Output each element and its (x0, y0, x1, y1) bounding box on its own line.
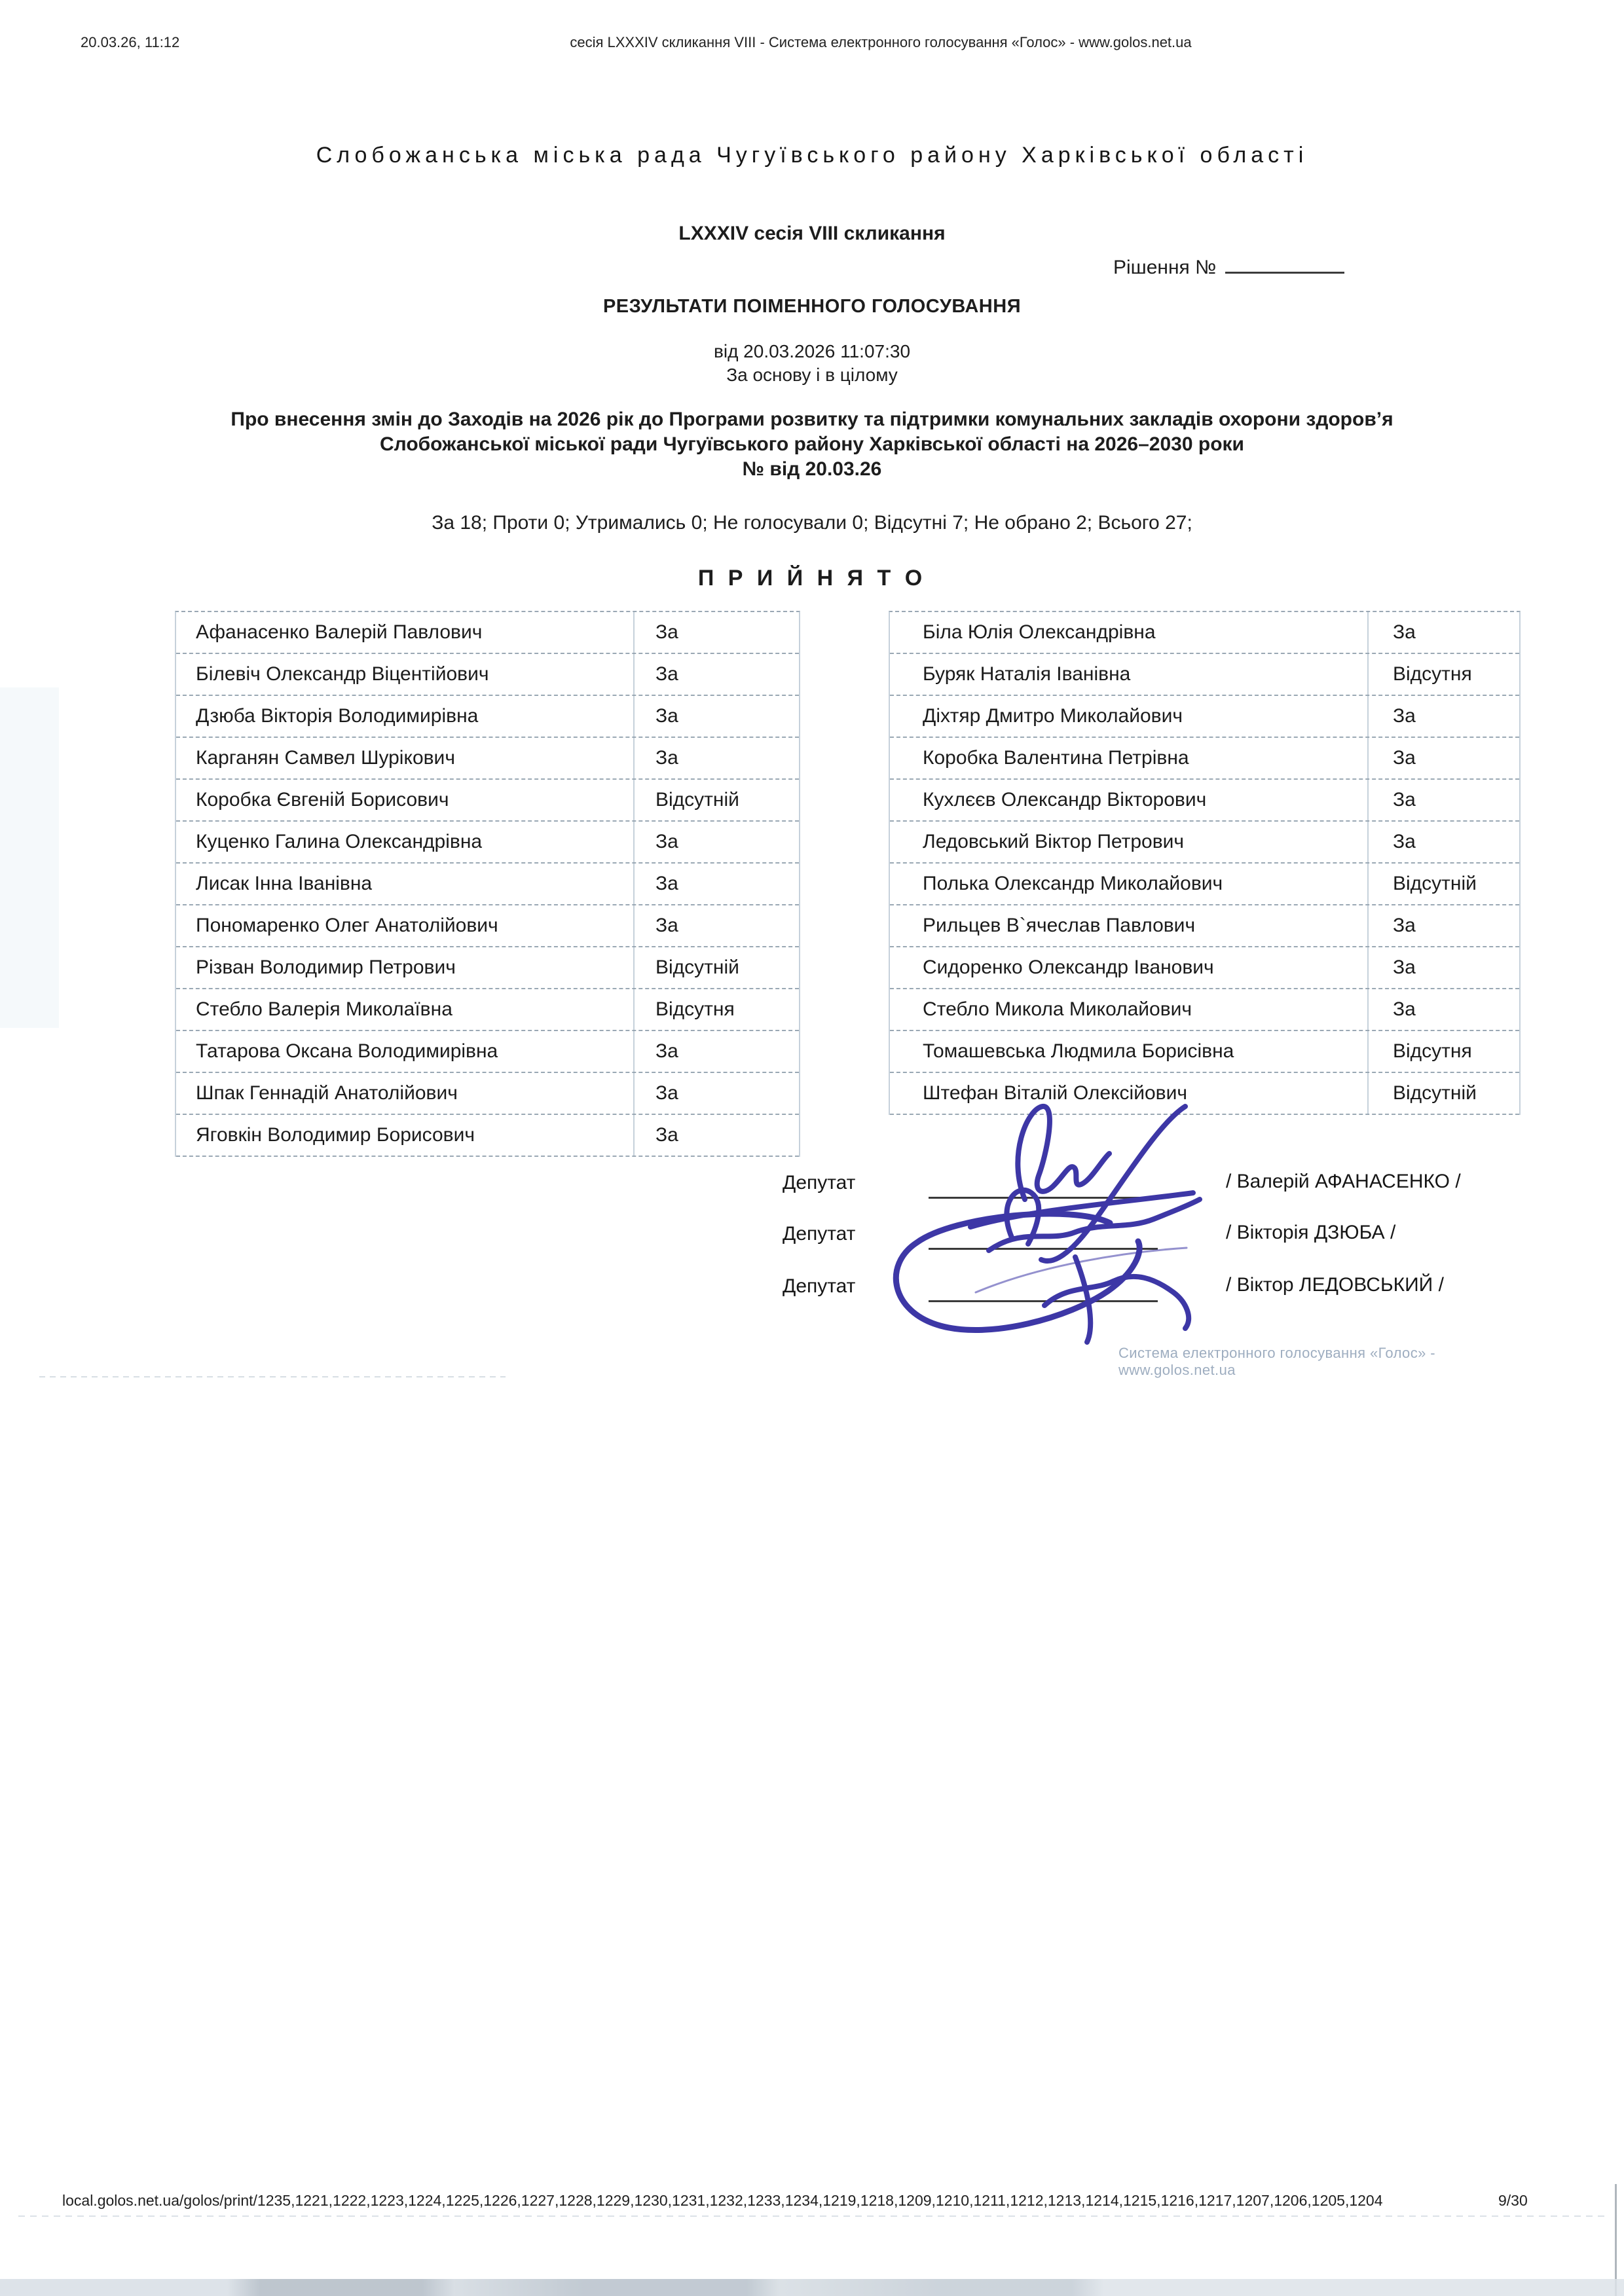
subject-line-1: Про внесення змін до Заходів на 2026 рік до Програми розвитку та підтримки комунальних закладів охорони здоров’я (231, 409, 1393, 430)
vote-row (176, 738, 799, 780)
vote-value: За (1393, 705, 1416, 727)
vote-row (176, 612, 799, 654)
deputy-name: Карганян Самвел Шурікович (176, 738, 635, 778)
deputy-name: Дзюба Вікторія Володимирівна (176, 696, 635, 737)
signature-ink (877, 1095, 1218, 1353)
deputy-role-label: Депутат (783, 1275, 856, 1297)
vote-value: Відсутня (1393, 663, 1472, 685)
vote-value: За (655, 831, 678, 852)
vote-value: Відсутня (655, 998, 735, 1020)
vote-value: За (655, 1040, 678, 1062)
vote-row (890, 612, 1519, 654)
header-title: сесія LXXXIV скликання VIII - Система електронного голосування «Голос» - www.golos.net.ua (570, 34, 1192, 50)
vote-value: За (1393, 747, 1416, 769)
vote-row (890, 905, 1519, 947)
scan-bottom-strip (0, 2279, 1624, 2296)
vote-row (890, 822, 1519, 864)
vote-row (890, 989, 1519, 1031)
vote-row (176, 696, 799, 738)
council-title: Слобожанська міська рада Чугуївського району Харківської області (316, 143, 1308, 168)
deputy-name: Татарова Оксана Володимирівна (176, 1031, 635, 1072)
deputy-name: Штефан Віталій Олексійович (890, 1073, 1369, 1114)
vote-table-right (889, 611, 1521, 1115)
session-line: LXXXIV сесія VIII скликання (678, 223, 946, 244)
vote-row (176, 822, 799, 864)
vote-row (890, 738, 1519, 780)
vote-row (890, 1031, 1519, 1073)
vote-value: За (655, 705, 678, 727)
scan-streak (0, 687, 59, 1028)
vote-summary: За 18; Проти 0; Утримались 0; Не голосували 0; Відсутні 7; Не обрано 2; Всього 27; (432, 512, 1192, 534)
deputy-name: Шпак Геннадій Анатолійович (176, 1073, 635, 1114)
signer-name: / Валерій АФАНАСЕНКО / (1226, 1171, 1461, 1192)
vote-row (176, 989, 799, 1031)
vote-row (176, 947, 799, 989)
vote-row (176, 780, 799, 822)
deputy-name: Лисак Інна Іванівна (176, 864, 635, 904)
signer-name: / Віктор ЛЕДОВСЬКИЙ / (1226, 1274, 1444, 1296)
deputy-name: Кухлєєв Олександр Вікторович (890, 780, 1369, 820)
decision-underline (1225, 271, 1344, 274)
deputy-name: Полька Олександр Миколайович (890, 864, 1369, 904)
vote-value: За (1393, 621, 1416, 643)
deputy-name: Сидоренко Олександр Іванович (890, 947, 1369, 988)
vote-row (176, 1031, 799, 1073)
vote-row (890, 654, 1519, 696)
vote-row (176, 654, 799, 696)
deputy-name: Томашевська Людмила Борисівна (890, 1031, 1369, 1072)
results-heading: РЕЗУЛЬТАТИ ПОІМЕННОГО ГОЛОСУВАННЯ (602, 296, 1022, 317)
vote-value: За (655, 621, 678, 643)
deputy-name: Коробка Євгеній Борисович (176, 780, 635, 820)
vote-row (176, 905, 799, 947)
deputy-name: Куценко Галина Олександрівна (176, 822, 635, 862)
vote-row (176, 1115, 799, 1157)
deputy-name: Коробка Валентина Петрівна (890, 738, 1369, 778)
vote-value: За (655, 873, 678, 894)
deputy-name: Стебло Микола Миколайович (890, 989, 1369, 1030)
signature-line (929, 1197, 1158, 1199)
vote-value: Відсутній (1393, 1082, 1477, 1104)
deputy-name: Яговкін Володимир Борисович (176, 1115, 635, 1156)
vote-value: За (1393, 957, 1416, 978)
decision-number (1113, 257, 1344, 279)
deputy-name: Різван Володимир Петрович (176, 947, 635, 988)
deputy-name: Біла Юлія Олександрівна (890, 612, 1369, 653)
vote-value: За (655, 1082, 678, 1104)
vote-row (890, 780, 1519, 822)
deputy-role-label: Депутат (783, 1172, 856, 1194)
vote-value: За (655, 663, 678, 685)
vote-value: За (1393, 998, 1416, 1020)
deputy-name: Пономаренко Олег Анатолійович (176, 905, 635, 946)
subject-line-3: № від 20.03.26 (742, 458, 882, 480)
vote-row (890, 864, 1519, 905)
decision-label: Рішення № (1113, 257, 1217, 278)
result-status: П Р И Й Н Я Т О (697, 566, 927, 591)
vote-basis: За основу і в цілому (726, 365, 898, 385)
deputy-name: Рильцев В`ячеслав Павлович (890, 905, 1369, 946)
vote-datetime: від 20.03.2026 11:07:30 (713, 341, 911, 361)
deputy-role-label: Депутат (783, 1223, 856, 1245)
vote-value: Відсутній (655, 957, 739, 978)
vote-row (890, 1073, 1519, 1115)
scan-artifact-line (18, 2215, 1606, 2217)
vote-value: Відсутній (655, 789, 739, 811)
deputy-name: Буряк Наталія Іванівна (890, 654, 1369, 695)
vote-value: Відсутній (1393, 873, 1477, 894)
vote-value: За (655, 747, 678, 769)
signature-line (929, 1248, 1158, 1250)
vote-value: За (1393, 831, 1416, 852)
footer-url: local.golos.net.ua/golos/print/1235,1221,1222,1223,1224,1225,1226,1227,1228,1229,1230,1231,1232,1233,1234,1219,1218,1209,1210,1211,1212,1213,1214,1215,1216,1217,1207,1206,1205,1204 (62, 2192, 1383, 2209)
deputy-name: Афанасенко Валерій Павлович (176, 612, 635, 653)
vote-table-left (175, 611, 800, 1157)
vote-row (176, 1073, 799, 1115)
vote-subject (0, 407, 1624, 482)
vote-value: За (655, 1124, 678, 1146)
deputy-name: Стебло Валерія Миколаївна (176, 989, 635, 1030)
signature-line (929, 1300, 1158, 1302)
subject-line-2: Слобожанської міської ради Чугуївського району Харківської області на 2026–2030 роки (380, 433, 1244, 455)
deputy-name: Діхтяр Дмитро Миколайович (890, 696, 1369, 737)
vote-row (890, 947, 1519, 989)
vote-value: Відсутня (1393, 1040, 1472, 1062)
signer-name: / Вікторія ДЗЮБА / (1226, 1222, 1396, 1243)
header-datetime: 20.03.26, 11:12 (81, 34, 180, 50)
page-number: 9/30 (1498, 2192, 1528, 2209)
vote-row (176, 864, 799, 905)
vote-row (890, 696, 1519, 738)
scan-artifact-line (39, 1376, 506, 1377)
deputy-name: Ледовський Віктор Петрович (890, 822, 1369, 862)
vote-value: За (1393, 915, 1416, 936)
vote-value: За (655, 915, 678, 936)
deputy-name: Білевіч Олександр Віцентійович (176, 654, 635, 695)
system-watermark: Система електронного голосування «Голос» - www.golos.net.ua (1118, 1345, 1435, 1378)
vote-value: За (1393, 789, 1416, 811)
